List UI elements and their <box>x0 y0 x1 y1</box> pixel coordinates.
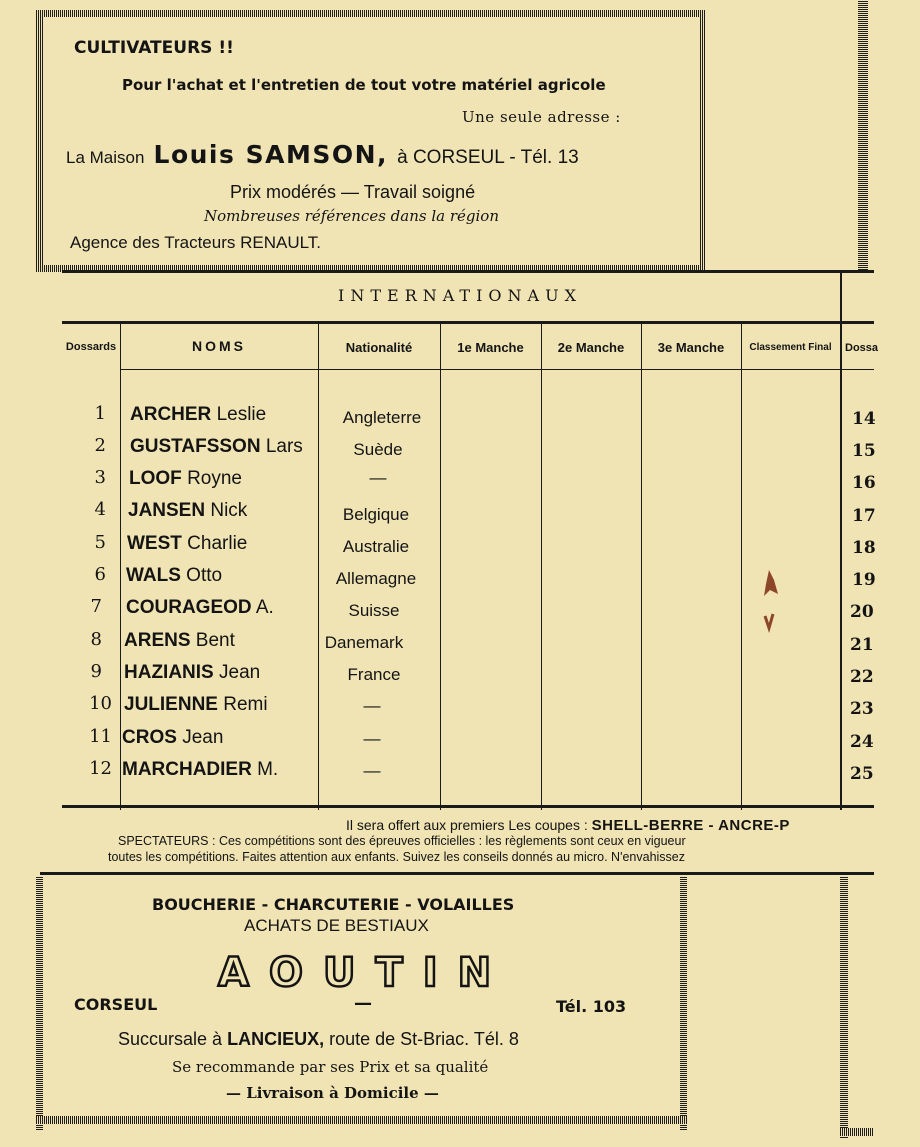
table-bottom-rule <box>62 805 874 808</box>
col-line-7 <box>840 324 841 810</box>
maison-suffix: à CORSEUL - Tél. 13 <box>397 147 579 168</box>
bottom-ad-line1: BOUCHERIE - CHARCUTERIE - VOLAILLES <box>152 895 515 914</box>
bottom-ad-brand: AOUTIN <box>218 950 512 996</box>
ink-stain <box>756 566 786 636</box>
table-top-rule <box>62 270 874 273</box>
top-ad-line1: Pour l'achat et l'entretien de tout votre matériel agricole <box>122 76 606 94</box>
col-line-4 <box>541 324 542 810</box>
bottom-ad-left: CORSEUL <box>74 995 158 1014</box>
header-dossards: Dossards <box>65 341 117 353</box>
top-ad-line4: Prix modérés — Travail soigné <box>230 182 476 202</box>
top-ad-line6: Agence des Tracteurs RENAULT. <box>70 233 322 252</box>
maison-prefix: La Maison <box>66 148 145 167</box>
header-noms: NOMS <box>192 338 246 354</box>
header-bottom-rule <box>120 369 874 370</box>
notice-line2: SPECTATEURS : Ces compétitions sont des épreuves officielles : les règlements sont ceux en vigueur <box>118 834 686 848</box>
bottom-ad-line5: Se recommande par ses Prix et sa qualité <box>172 1058 489 1076</box>
top-ad-title: CULTIVATEURS !! <box>74 38 234 58</box>
header-manche2: 2e Manche <box>557 340 625 355</box>
header-classement: Classement Final <box>749 342 832 353</box>
notice-bottom-rule <box>40 872 874 875</box>
bottom-ad-dash: — <box>354 993 372 1014</box>
col-line-5 <box>641 324 642 810</box>
right-ad-frame-bottom <box>840 1128 874 1136</box>
notice-line3: toutes les compétitions. Faites attention aux enfants. Suivez les conseils donnés au micro. N'envahissez <box>108 850 685 864</box>
bottom-ad-frame-left <box>36 876 43 1130</box>
top-ad-line5: Nombreuses références dans la région <box>204 207 499 225</box>
bottom-ad-frame-right <box>680 876 687 1130</box>
top-ad-maison-line <box>66 140 579 169</box>
bottom-ad-right: Tél. 103 <box>556 997 627 1016</box>
maison-name: Louis SAMSON, <box>153 140 388 169</box>
header-nationalite: Nationalité <box>345 340 413 355</box>
bottom-ad-line6: — Livraison à Domicile — <box>226 1084 439 1102</box>
header-manche1: 1e Manche <box>457 340 524 355</box>
notice-line1: Il sera offert aux premiers Les coupes : SHELL-BERRE - ANCRE-P <box>346 817 790 834</box>
header-top-rule <box>62 321 874 324</box>
right-ad-frame-edge <box>858 0 868 270</box>
header-dossards-cut: Dossa <box>845 342 879 354</box>
header-manche3: 3e Manche <box>657 340 725 355</box>
col-line-6 <box>741 324 742 810</box>
top-ad-line2: Une seule adresse : <box>462 108 621 126</box>
bottom-ad-line4: Succursale à LANCIEUX, route de St-Briac. Tél. 8 <box>118 1029 519 1049</box>
col-line-3 <box>440 324 441 810</box>
bottom-ad-frame-bottom <box>36 1116 687 1124</box>
bottom-ad-line2: ACHATS DE BESTIAUX <box>244 916 429 935</box>
section-title: INTERNATIONAUX <box>338 286 582 305</box>
right-ad-frame-edge-bottom <box>840 876 848 1138</box>
col-line-1 <box>120 324 121 810</box>
